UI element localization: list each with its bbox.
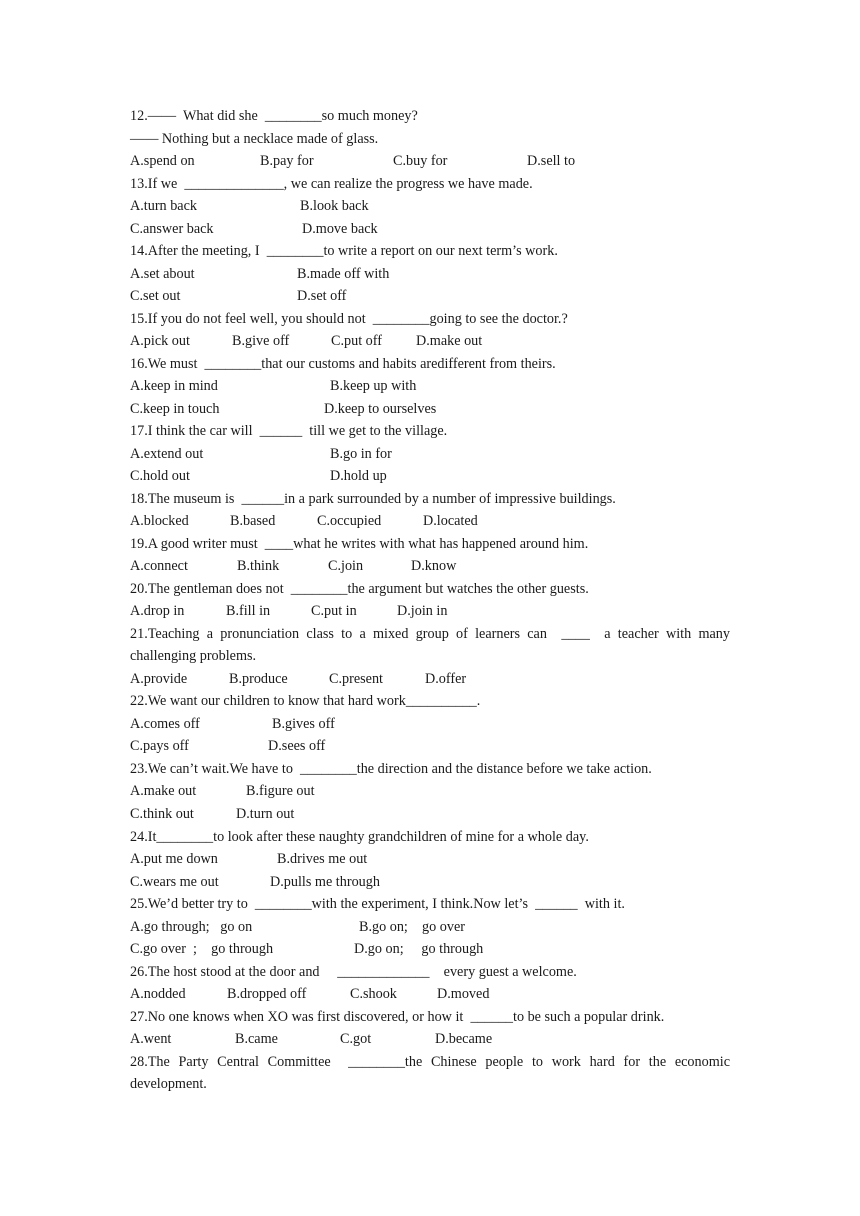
- option-c: C.hold out: [130, 468, 190, 484]
- option-b: B.gives off: [272, 716, 335, 732]
- option-c: C.answer back: [130, 221, 214, 237]
- option-d: D.move back: [302, 221, 378, 237]
- option-d: D.located: [423, 513, 478, 529]
- option-a: A.blocked: [130, 513, 189, 529]
- option-d: D.go on; go through: [354, 941, 484, 957]
- option-c: C.wears me out: [130, 874, 219, 890]
- question-14-stem: 14.After the meeting, I ________to write a report on our next term’s work.: [130, 243, 558, 259]
- question-16-stem: 16.We must ________that our customs and habits aredifferent from theirs.: [130, 356, 556, 372]
- option-b: B.produce: [229, 671, 288, 687]
- question-26-stem: 26.The host stood at the door and _____________ every guest a welcome.: [130, 964, 577, 980]
- option-d: D.sees off: [268, 738, 326, 754]
- option-d: D.turn out: [236, 806, 295, 822]
- option-b: B.fill in: [226, 603, 271, 619]
- option-c: C.present: [329, 671, 383, 687]
- option-b: B.think: [237, 558, 280, 574]
- option-c: C.think out: [130, 806, 194, 822]
- option-d: D.set off: [297, 288, 347, 304]
- option-a: A.drop in: [130, 603, 185, 619]
- question-15-stem: 15.If you do not feel well, you should not ________going to see the doctor.?: [130, 311, 568, 327]
- question-28-stem-continued: development.: [130, 1076, 207, 1092]
- option-a: A.comes off: [130, 716, 200, 732]
- question-23-stem: 23.We can’t wait.We have to ________the direction and the distance before we take action.: [130, 761, 652, 777]
- option-a: A.connect: [130, 558, 188, 574]
- question-22-stem: 22.We want our children to know that hard work__________.: [130, 693, 481, 709]
- option-d: D.became: [435, 1031, 493, 1047]
- option-b: B.look back: [300, 198, 369, 214]
- option-b: B.pay for: [260, 153, 314, 169]
- option-a: A.keep in mind: [130, 378, 218, 394]
- option-a: A.nodded: [130, 986, 186, 1002]
- question-13-stem: 13.If we ______________, we can realize the progress we have made.: [130, 176, 533, 192]
- option-b: B.made off with: [297, 266, 390, 282]
- question-18-stem: 18.The museum is ______in a park surrounded by a number of impressive buildings.: [130, 491, 616, 507]
- option-d: D.hold up: [330, 468, 387, 484]
- option-a: A.went: [130, 1031, 172, 1047]
- option-d: D.sell to: [527, 153, 576, 169]
- option-a: A.spend on: [130, 153, 195, 169]
- option-a: A.turn back: [130, 198, 197, 214]
- question-25-stem: 25.We’d better try to ________with the experiment, I think.Now let’s ______ with it.: [130, 896, 625, 912]
- option-a: A.pick out: [130, 333, 190, 349]
- option-a: A.put me down: [130, 851, 218, 867]
- question-19-stem: 19.A good writer must ____what he writes with what has happened around him.: [130, 536, 589, 552]
- option-c: C.put in: [311, 603, 357, 619]
- option-c: C.pays off: [130, 738, 189, 754]
- question-12-answer-line: —— Nothing but a necklace made of glass.: [130, 131, 379, 147]
- question-20-stem: 20.The gentleman does not ________the argument but watches the other guests.: [130, 581, 589, 597]
- option-d: D.pulls me through: [270, 874, 380, 890]
- option-c: C.set out: [130, 288, 181, 304]
- option-a: A.set about: [130, 266, 195, 282]
- option-c: C.join: [328, 558, 364, 574]
- question-12-stem: 12.—— What did she ________so much money?: [130, 108, 418, 124]
- option-c: C.buy for: [393, 153, 448, 169]
- option-c: C.got: [340, 1031, 372, 1047]
- option-a: A.provide: [130, 671, 188, 687]
- option-a: A.make out: [130, 783, 197, 799]
- question-24-stem: 24.It________to look after these naughty grandchildren of mine for a whole day.: [130, 829, 589, 845]
- option-b: B.go on; go over: [359, 919, 466, 935]
- option-d: D.keep to ourselves: [324, 401, 437, 417]
- option-c: C.keep in touch: [130, 401, 220, 417]
- option-b: B.keep up with: [330, 378, 417, 394]
- option-d: D.know: [411, 558, 457, 574]
- option-b: B.figure out: [246, 783, 315, 799]
- option-b: B.drives me out: [277, 851, 368, 867]
- option-c: C.go over ; go through: [130, 941, 274, 957]
- option-d: D.offer: [425, 671, 467, 687]
- question-17-stem: 17.I think the car will ______ till we get to the village.: [130, 423, 448, 439]
- option-b: B.go in for: [330, 446, 392, 462]
- option-c: C.put off: [331, 333, 382, 349]
- question-21-stem: 21.Teaching a pronunciation class to a mixed group of learners can ____ a teacher with many: [130, 626, 730, 642]
- option-d: D.make out: [416, 333, 483, 349]
- option-a: A.go through; go on: [130, 919, 253, 935]
- option-d: D.join in: [397, 603, 448, 619]
- option-b: B.based: [230, 513, 276, 529]
- option-b: B.came: [235, 1031, 278, 1047]
- option-b: B.give off: [232, 333, 290, 349]
- question-21-stem-continued: challenging problems.: [130, 648, 257, 664]
- question-27-stem: 27.No one knows when XO was first discovered, or how it ______to be such a popular drink.: [130, 1009, 665, 1025]
- option-c: C.occupied: [317, 513, 382, 529]
- question-28-stem: 28.The Party Central Committee ________the Chinese people to work hard for the economic: [130, 1054, 730, 1070]
- option-d: D.moved: [437, 986, 490, 1002]
- option-a: A.extend out: [130, 446, 204, 462]
- option-b: B.dropped off: [227, 986, 307, 1002]
- option-c: C.shook: [350, 986, 397, 1002]
